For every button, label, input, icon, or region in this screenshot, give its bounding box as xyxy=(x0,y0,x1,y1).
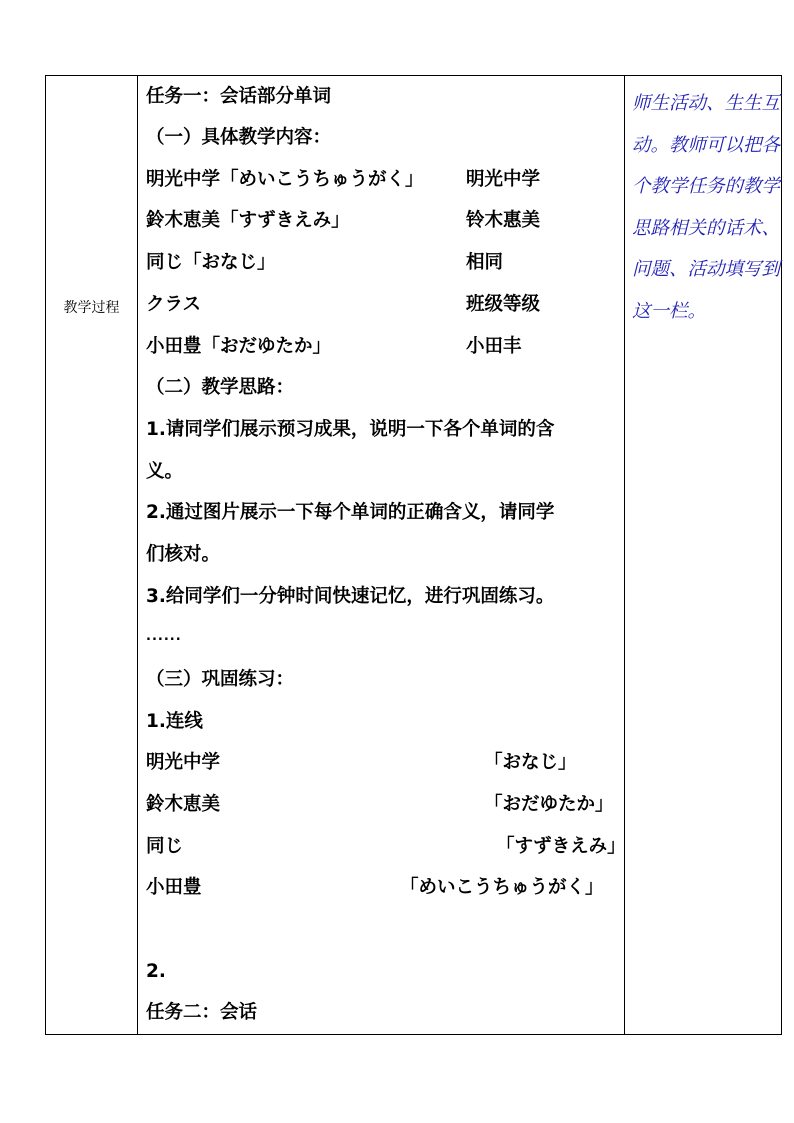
matching-right: 「めいこうちゅうがく」 xyxy=(400,877,604,898)
matching-left: 同じ xyxy=(146,836,184,857)
step1-line1: 1.请同学们展示预习成果，说明一下各个单词的含 xyxy=(146,419,555,440)
step2-line2: 们核对。 xyxy=(146,544,221,565)
table-border-right xyxy=(781,75,782,1035)
task1-title: 任务一：会话部分单词 xyxy=(146,86,332,107)
table-divider-notes xyxy=(624,75,625,1035)
vocab-japanese: クラス xyxy=(146,294,201,315)
teacher-notes-cell: 师生活动、生生互动。教师可以把各个教学任务的教学思路相关的话术、问题、活动填写到这一栏。 xyxy=(632,93,781,322)
exercise2-title: 2. xyxy=(146,961,166,982)
step1-line2: 义。 xyxy=(146,461,184,482)
matching-row xyxy=(146,749,620,777)
table-border-top xyxy=(45,75,782,76)
section3-title: （三）巩固练习： xyxy=(146,669,295,690)
step3: 3.给同学们一分钟时间快速记忆，进行巩固练习。 xyxy=(146,586,555,607)
vocab-chinese: 明光中学 xyxy=(466,169,541,190)
matching-right: 「おなじ」 xyxy=(484,752,577,773)
section1-title: （一）具体教学内容： xyxy=(146,127,332,148)
vocab-japanese: 明光中学「めいこうちゅうがく」 xyxy=(146,169,424,190)
table-border-left xyxy=(45,75,46,1035)
vocab-chinese: 铃木惠美 xyxy=(466,210,541,231)
matching-right: 「おだゆたか」 xyxy=(484,794,614,815)
task2-title: 任务二：会话 xyxy=(146,1002,258,1023)
vocab-chinese: 小田丰 xyxy=(466,336,522,357)
matching-left: 鈴木恵美 xyxy=(146,794,221,815)
vocab-japanese: 同じ「おなじ」 xyxy=(146,252,276,273)
vocab-row xyxy=(146,249,620,277)
exercise1-title: 1.连线 xyxy=(146,711,203,732)
vocab-japanese: 鈴木恵美「すずきえみ」 xyxy=(146,210,350,231)
matching-row xyxy=(146,874,620,902)
vocab-row xyxy=(146,333,620,361)
matching-left: 小田豊 xyxy=(146,877,202,898)
row-label: 教学过程 xyxy=(63,300,120,316)
ellipsis: ...... xyxy=(146,629,182,644)
matching-right: 「すずきえみ」 xyxy=(496,836,626,857)
table-divider-label xyxy=(137,75,138,1035)
matching-row xyxy=(146,833,626,861)
vocab-row xyxy=(146,291,620,319)
vocab-row xyxy=(146,207,620,235)
section2-title: （二）教学思路： xyxy=(146,377,295,398)
matching-left: 明光中学 xyxy=(146,752,221,773)
vocab-chinese: 班级等级 xyxy=(466,294,541,315)
vocab-japanese: 小田豊「おだゆたか」 xyxy=(146,336,332,357)
vocab-chinese: 相同 xyxy=(466,252,504,273)
matching-row xyxy=(146,791,620,819)
step2-line1: 2.通过图片展示一下每个单词的正确含义，请同学 xyxy=(146,502,555,523)
vocab-row xyxy=(146,166,620,194)
table-border-bottom xyxy=(45,1034,782,1035)
